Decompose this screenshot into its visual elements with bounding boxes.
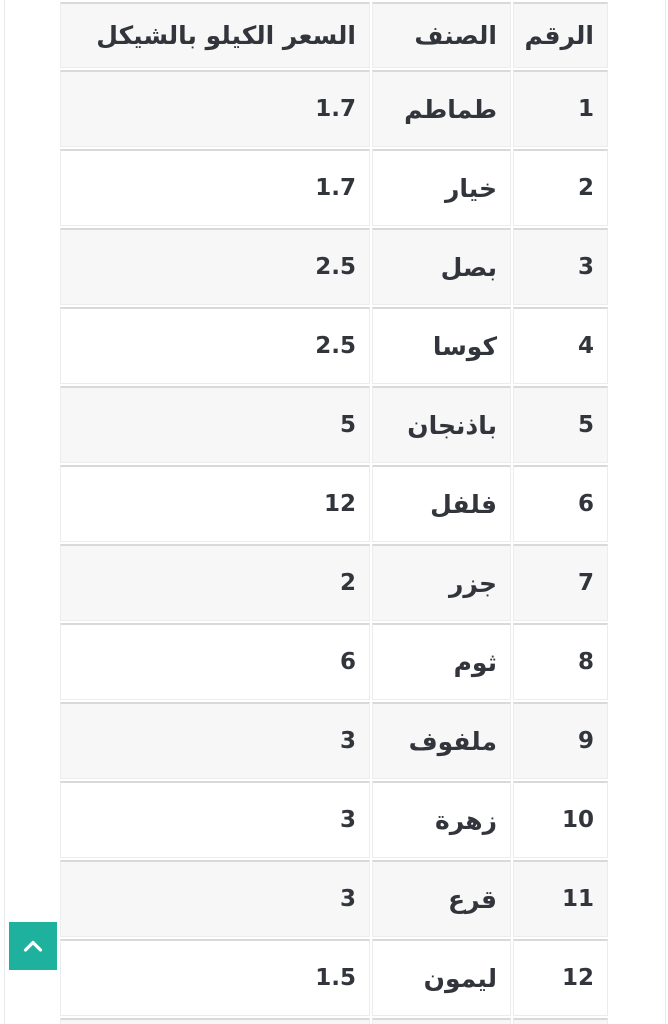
- cell-item: [372, 1018, 511, 1024]
- table-row: [60, 307, 608, 384]
- price-table-body: [60, 70, 608, 1024]
- cell-item: زهرة: [372, 781, 511, 858]
- cell-number: 12: [513, 939, 608, 1016]
- cell-item: خيار: [372, 149, 511, 226]
- cell-item: طماطم: [372, 70, 511, 147]
- table-container: [58, 0, 610, 1024]
- cell-number: [513, 1018, 608, 1024]
- table-row: [60, 228, 608, 305]
- cell-price: 3: [60, 702, 370, 779]
- cell-item: ملفوف: [372, 702, 511, 779]
- price-table: [58, 0, 610, 1024]
- table-row: [60, 939, 608, 1016]
- cell-number: 9: [513, 702, 608, 779]
- cell-number: 11: [513, 860, 608, 937]
- cell-item: قرع: [372, 860, 511, 937]
- cell-price: 2.5: [60, 228, 370, 305]
- table-row: [60, 544, 608, 621]
- table-row: [60, 1018, 608, 1024]
- table-row: [60, 781, 608, 858]
- cell-price: 3: [60, 860, 370, 937]
- price-table-header: [60, 2, 608, 68]
- cell-price: 1.7: [60, 70, 370, 147]
- cell-price: [60, 1018, 370, 1024]
- table-row: [60, 623, 608, 700]
- cell-item: ثوم: [372, 623, 511, 700]
- cell-item: فلفل: [372, 465, 511, 542]
- cell-item: باذنجان: [372, 386, 511, 463]
- page-left-edge: [4, 0, 5, 1024]
- column-header-item: الصنف: [372, 2, 511, 68]
- table-row: [60, 149, 608, 226]
- cell-price: 2.5: [60, 307, 370, 384]
- cell-number: 4: [513, 307, 608, 384]
- chevron-up-icon: [21, 937, 45, 955]
- cell-price: 3: [60, 781, 370, 858]
- cell-number: 5: [513, 386, 608, 463]
- table-row: [60, 702, 608, 779]
- cell-item: ليمون: [372, 939, 511, 1016]
- header-row: [60, 2, 608, 68]
- table-row: [60, 386, 608, 463]
- cell-price: 1.5: [60, 939, 370, 1016]
- cell-number: 8: [513, 623, 608, 700]
- table-row: [60, 70, 608, 147]
- cell-number: 1: [513, 70, 608, 147]
- page-right-edge: [665, 0, 666, 1024]
- column-header-price: السعر الكيلو بالشيكل: [60, 2, 370, 68]
- cell-price: 12: [60, 465, 370, 542]
- table-row: [60, 465, 608, 542]
- cell-number: 2: [513, 149, 608, 226]
- cell-number: 10: [513, 781, 608, 858]
- cell-item: جزر: [372, 544, 511, 621]
- cell-number: 7: [513, 544, 608, 621]
- column-header-number: الرقم: [513, 2, 608, 68]
- cell-number: 6: [513, 465, 608, 542]
- cell-price: 5: [60, 386, 370, 463]
- cell-price: 2: [60, 544, 370, 621]
- cell-number: 3: [513, 228, 608, 305]
- back-to-top-button[interactable]: [9, 922, 57, 970]
- table-row: [60, 860, 608, 937]
- cell-price: 6: [60, 623, 370, 700]
- cell-item: كوسا: [372, 307, 511, 384]
- cell-item: بصل: [372, 228, 511, 305]
- cell-price: 1.7: [60, 149, 370, 226]
